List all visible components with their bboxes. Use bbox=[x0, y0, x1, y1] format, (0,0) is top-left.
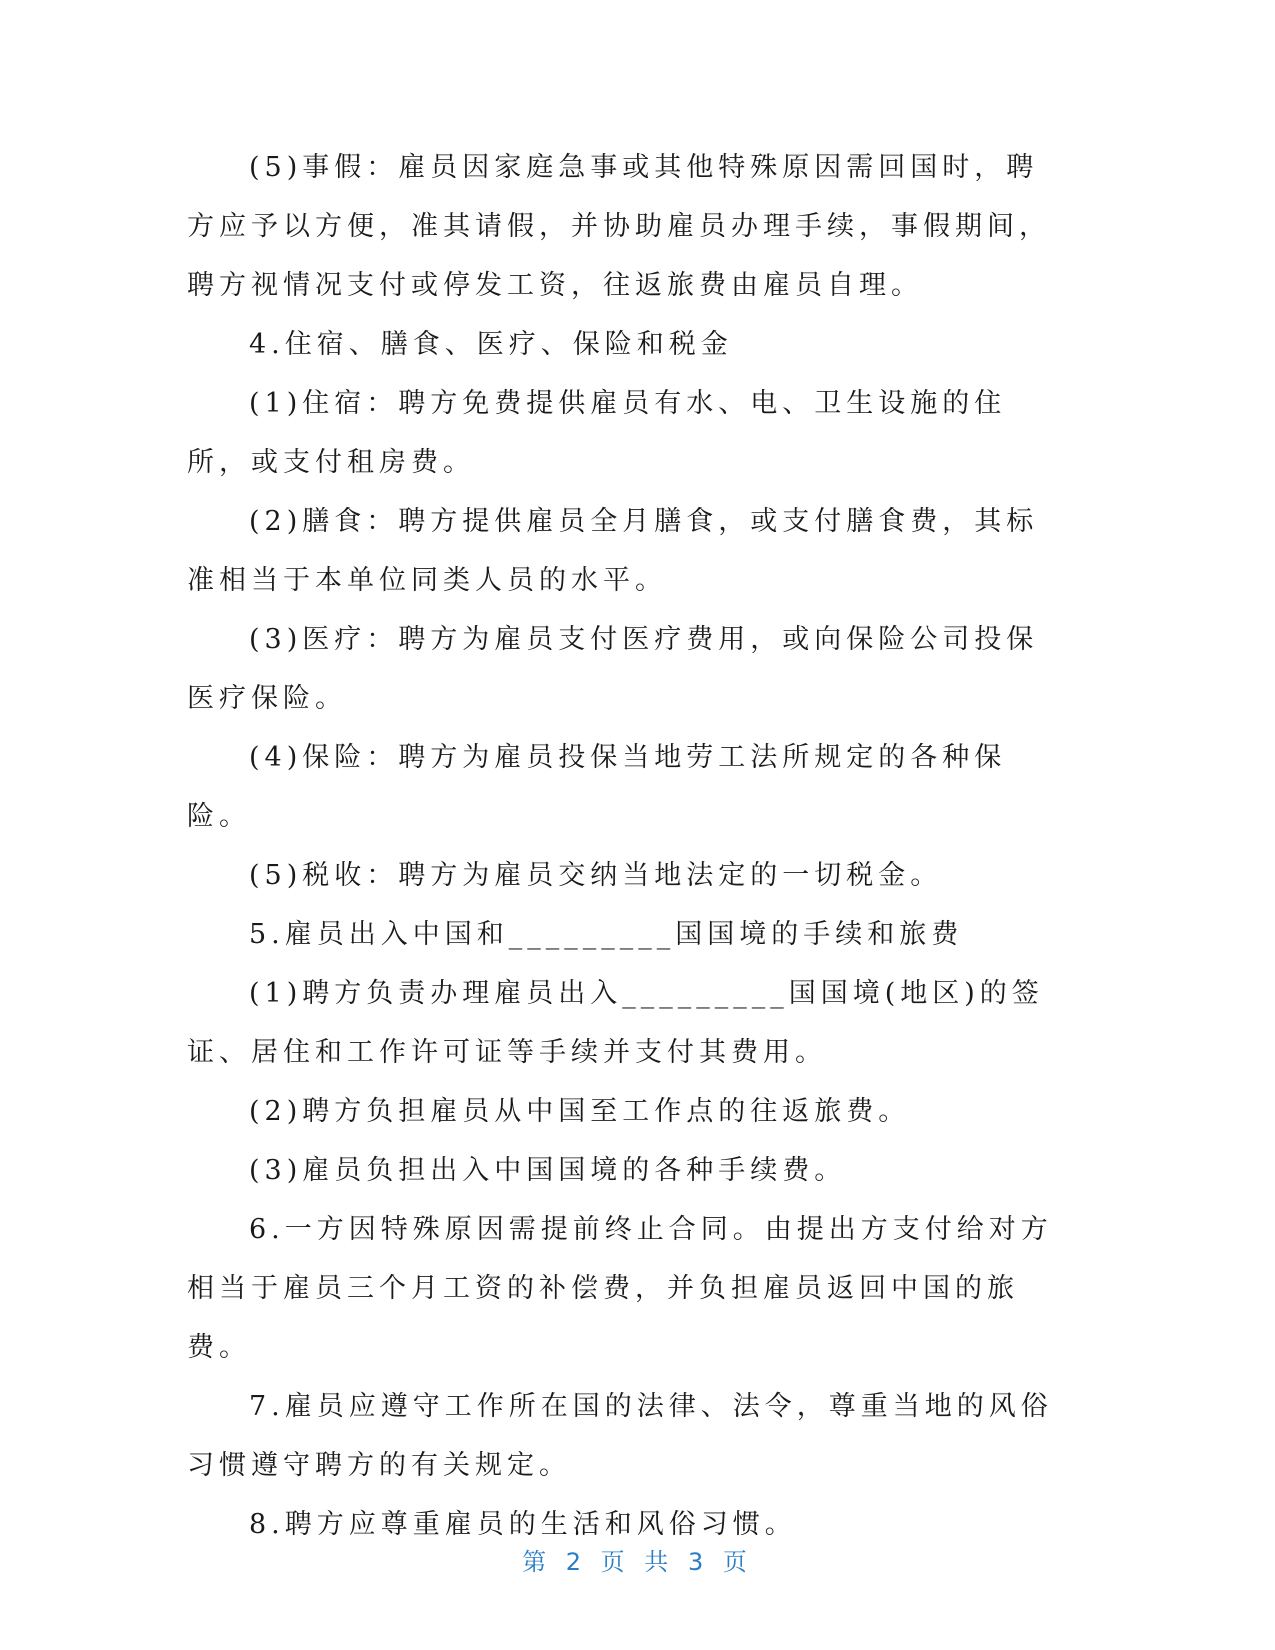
paragraph-visa: (1)聘方负责办理雇员出入_________国国境(地区)的签证、居住和工作许可证等手续并支付其费用。 bbox=[187, 978, 1044, 1068]
paragraph-housing: (1)住宿：聘方免费提供雇员有水、电、卫生设施的住所，或支付租房费。 bbox=[187, 388, 1007, 478]
paragraph-section-7-laws: 7.雇员应遵守工作所在国的法律、法令，尊重当地的风俗习惯遵守聘方的有关规定。 bbox=[187, 1391, 1053, 1481]
paragraph-meals: (2)膳食：聘方提供雇员全月膳食，或支付膳食费，其标准相当于本单位同类人员的水平。 bbox=[187, 506, 1039, 596]
paragraph-insurance: (4)保险：聘方为雇员投保当地劳工法所规定的各种保险。 bbox=[187, 742, 1007, 832]
paragraph-personal-leave: (5)事假：雇员因家庭急事或其他特殊原因需回国时，聘方应予以方便，准其请假，并协助雇员办理手续，事假期间，聘方视情况支付或停发工资，往返旅费由雇员自理。 bbox=[187, 152, 1051, 301]
document-body bbox=[187, 138, 1067, 1554]
paragraph-section-4-heading: 4.住宿、膳食、医疗、保险和税金 bbox=[249, 329, 733, 360]
paragraph-travel-expense: (2)聘方负担雇员从中国至工作点的往返旅费。 bbox=[249, 1096, 911, 1127]
paragraph-section-8-customs: 8.聘方应尊重雇员的生活和风俗习惯。 bbox=[249, 1509, 797, 1540]
page-number-footer: 第 2 页 共 3 页 bbox=[522, 1548, 753, 1576]
paragraph-medical: (3)医疗：聘方为雇员支付医疗费用，或向保险公司投保医疗保险。 bbox=[187, 624, 1039, 714]
paragraph-tax: (5)税收：聘方为雇员交纳当地法定的一切税金。 bbox=[249, 860, 943, 891]
paragraph-section-5-heading: 5.雇员出入中国和_________国国境的手续和旅费 bbox=[249, 919, 964, 950]
paragraph-border-fees: (3)雇员负担出入中国国境的各种手续费。 bbox=[249, 1155, 847, 1186]
paragraph-section-6-termination: 6.一方因特殊原因需提前终止合同。由提出方支付给对方相当于雇员三个月工资的补偿费，并负担雇员返回中国的旅费。 bbox=[187, 1214, 1053, 1363]
